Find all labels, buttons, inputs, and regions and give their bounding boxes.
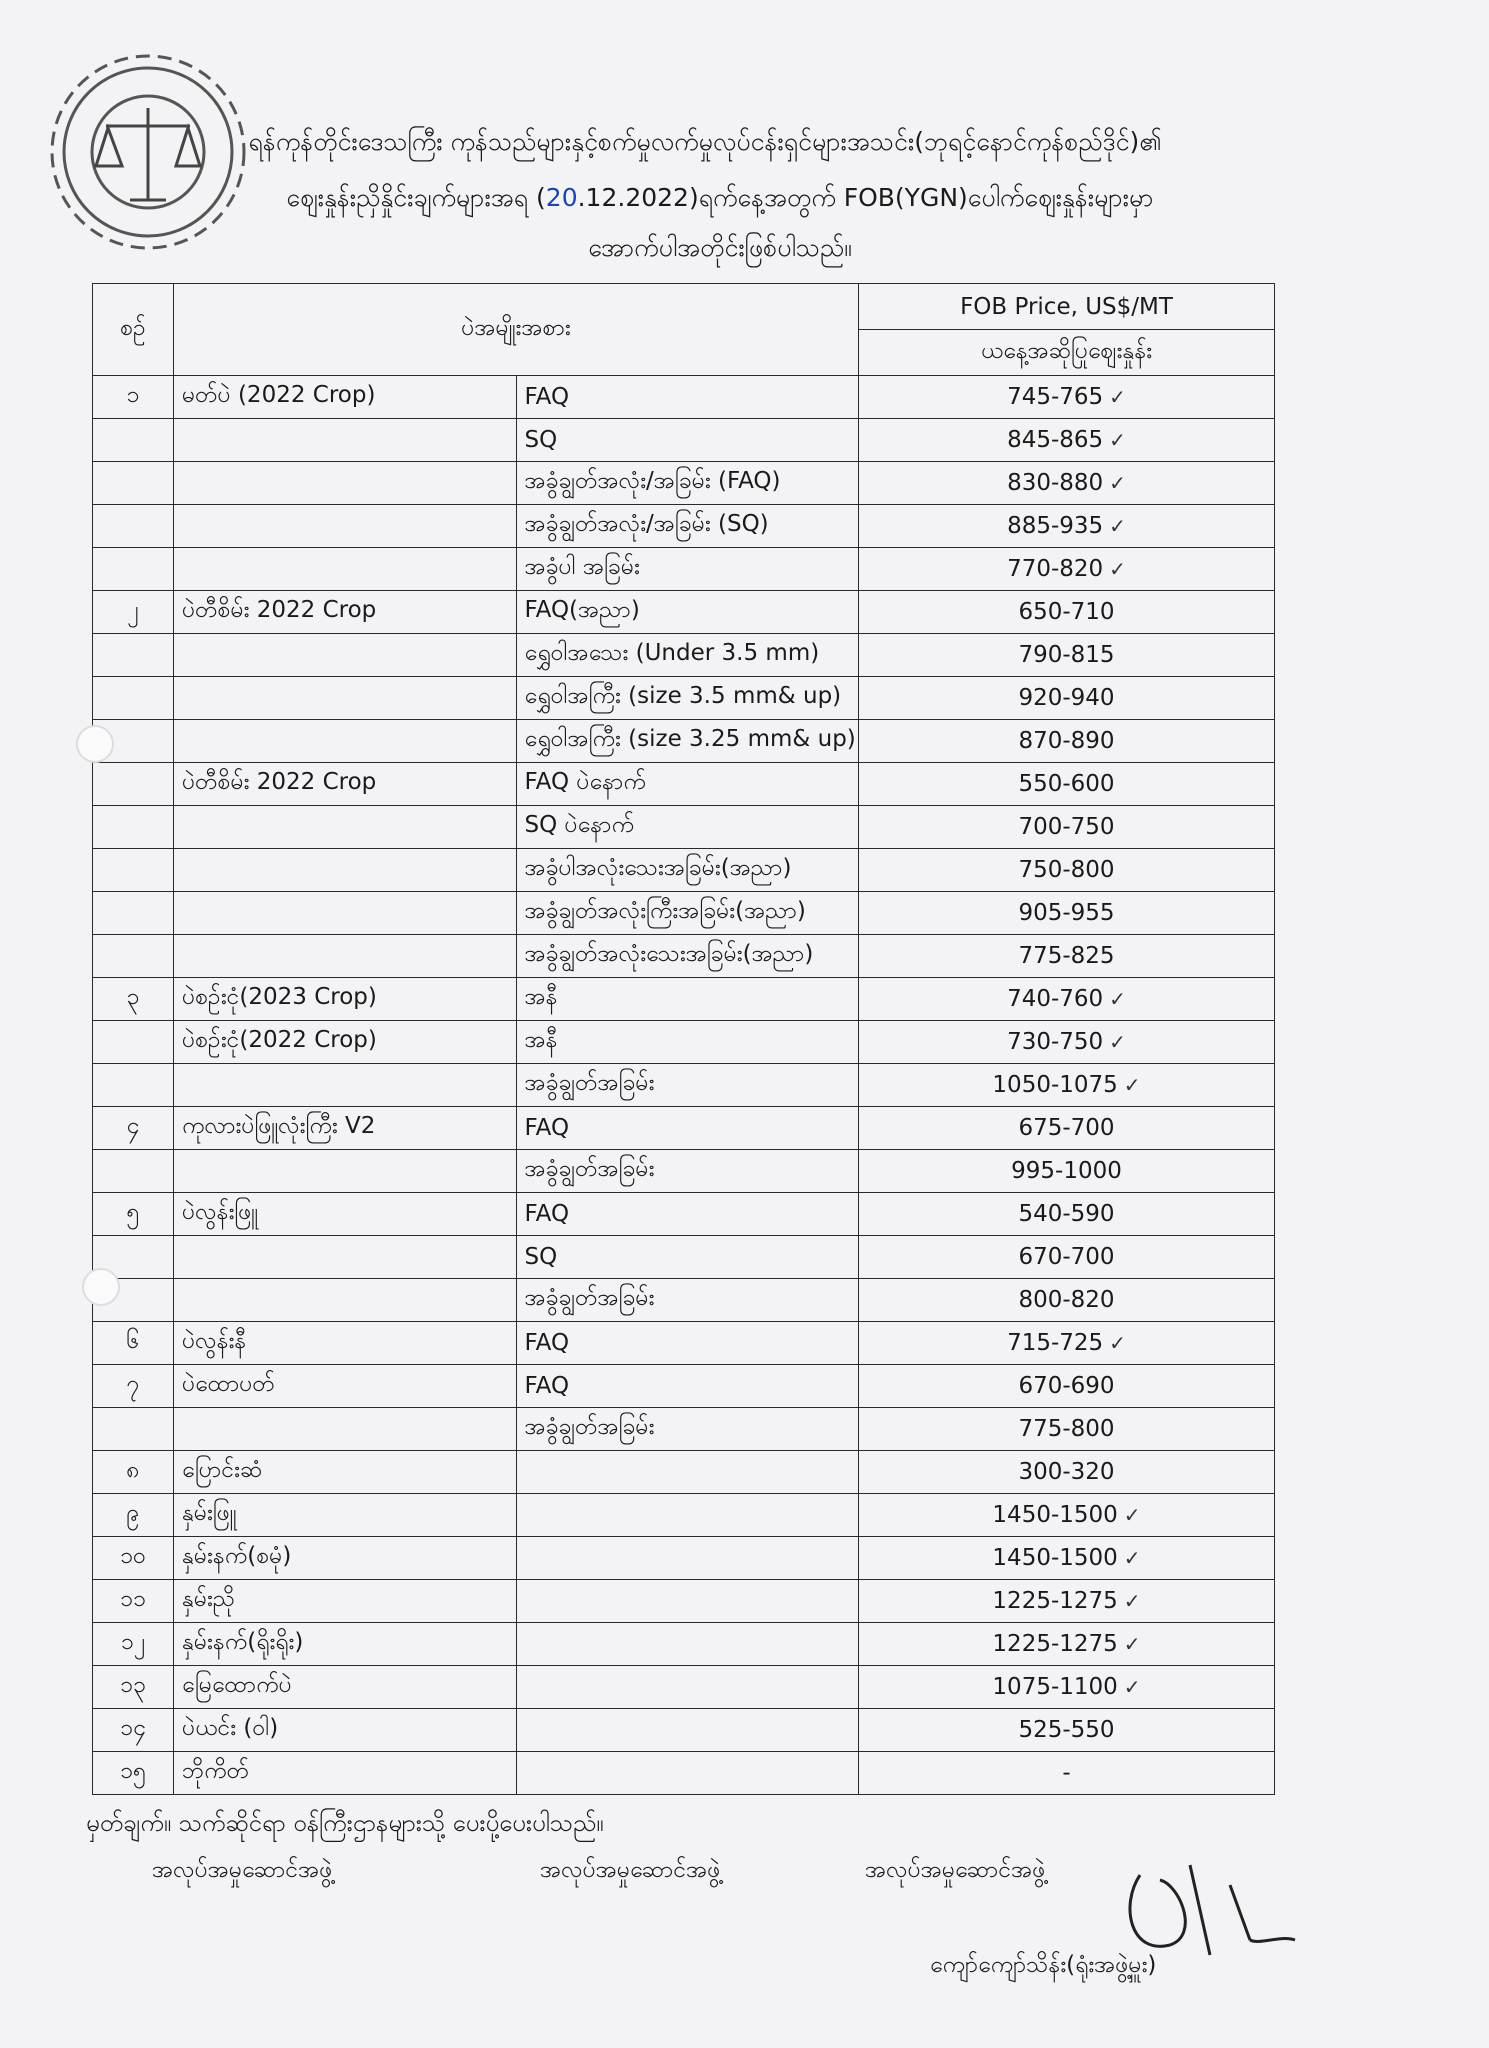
row-number [93,763,174,806]
fob-price-text: 775-825 [1018,943,1115,969]
row-number [93,1193,174,1236]
punch-hole [82,1268,120,1306]
table-row [93,1709,1275,1752]
row-number [93,1537,174,1580]
check-mark-icon: ✓ [1109,987,1126,1011]
table-row [93,1494,1275,1537]
row-number [93,634,174,677]
bean-type-text: ဘိုကိတ် [182,1758,250,1784]
grade [516,419,859,462]
bean-type [174,1064,517,1107]
grade-text: အခွံချွတ်အလုံး/အခြမ်း (FAQ) [524,468,781,494]
row-number [93,1064,174,1107]
row-number [93,1365,174,1408]
grade [516,634,859,677]
row-number [93,978,174,1021]
grade-text: ရွှေဝါအကြီး (size 3.25 mm& up) [524,726,856,752]
table-row [93,591,1275,634]
table-row [93,892,1275,935]
check-mark-icon: ✓ [1109,1030,1126,1054]
row-number-text: ၁ [126,382,140,408]
bean-type [174,1537,517,1580]
fob-price [859,1537,1275,1580]
grade [516,720,859,763]
table-row [93,419,1275,462]
date-day-handwritten: 20 [545,183,578,212]
row-number-text: ၁၀ [120,1543,146,1569]
row-number-text: ၁၅ [120,1758,146,1784]
table-row [93,978,1275,1021]
table-row [93,1193,1275,1236]
table-row [93,677,1275,720]
row-number [93,1150,174,1193]
row-number-text: ၃ [126,984,140,1010]
fob-price [859,806,1275,849]
fob-price-text: 830-880 [1007,470,1104,496]
header-line-2 [100,178,1340,218]
col-header-type: ပဲအမျိုးအစား [174,284,859,376]
fob-price-text: 870-890 [1018,728,1115,754]
fob-price-text: 885-935 [1007,513,1104,539]
grade [516,1150,859,1193]
bean-type [174,419,517,462]
fob-price [859,1623,1275,1666]
row-number [93,1752,174,1795]
table-row [93,1107,1275,1150]
bean-type [174,1021,517,1064]
check-mark-icon: ✓ [1123,1503,1141,1527]
grade [516,849,859,892]
fob-price [859,935,1275,978]
table-row [93,1322,1275,1365]
grade [516,1365,859,1408]
table-row [93,1666,1275,1709]
punch-hole [76,725,114,763]
fob-price-text: 540-590 [1018,1201,1115,1227]
grade [516,806,859,849]
grade-text: အခွံချွတ်အလုံး/အခြမ်း (SQ) [524,511,769,537]
signatory-3: အလုပ်အမှုဆောင်အဖွဲ့ [865,1857,1046,1883]
fob-price [859,1193,1275,1236]
row-number [93,1021,174,1064]
header-line-1: ရန်ကုန်တိုင်းဒေသကြီး ကုန်သည်များနှင့်စက်မှုလက်မှုလုပ်ငန်းရှင်များအသင်း(ဘုရင့်နောင်ကုန်စည်ဒိုင်)၏ [248,127,1162,156]
table-row [93,1537,1275,1580]
grade [516,1064,859,1107]
grade-text: FAQ [524,1330,570,1356]
bean-type-text: မြေထောက်ပဲ [182,1672,292,1698]
table-row [93,376,1275,419]
row-number [93,1494,174,1537]
row-number-text: ၁၂ [120,1629,146,1655]
check-mark-icon: ✓ [1123,1546,1141,1570]
fob-price-text: 1075-1100 [992,1674,1118,1700]
row-number [93,462,174,505]
price-table [92,283,1275,1795]
grade-text: FAQ [524,1115,570,1141]
check-mark-icon: ✓ [1123,1589,1141,1613]
bean-type [174,376,517,419]
fob-price-text: 905-955 [1018,900,1115,926]
bean-type [174,634,517,677]
grade-text: ရွှေဝါအကြီး (size 3.5 mm& up) [524,683,842,709]
bean-type [174,1107,517,1150]
table-row [93,1408,1275,1451]
bean-type [174,1236,517,1279]
row-number-text: ၆ [126,1328,140,1354]
fob-price [859,591,1275,634]
fob-price-text: 550-600 [1018,771,1115,797]
bean-type-text: ပဲစဉ်းငုံ(2022 Crop) [182,1027,377,1053]
row-number-text: ၄ [126,1113,140,1139]
bean-type-text: ပဲတီစိမ်း 2022 Crop [182,597,377,623]
grade [516,677,859,720]
fob-price [859,1451,1275,1494]
grade-text: အခွံချွတ်အခြမ်း [524,1156,655,1182]
grade [516,1236,859,1279]
secretary-name: ကျော်ကျော်သိန်း(ရုံးအဖွဲ့မှူး) [930,1952,1157,1978]
row-number-text: ၁၄ [120,1715,146,1741]
fob-price-text: 730-750 [1007,1029,1104,1055]
row-number-text: ၁၁ [120,1586,146,1612]
grade [516,1494,859,1537]
fob-price [859,849,1275,892]
fob-price [859,1709,1275,1752]
fob-price-text: 920-940 [1018,685,1115,711]
row-number [93,1580,174,1623]
row-number [93,892,174,935]
row-number [93,677,174,720]
fob-price-text: 1450-1500 [992,1502,1118,1528]
grade [516,462,859,505]
grade-text: FAQ [524,384,570,410]
grade [516,1193,859,1236]
row-number [93,376,174,419]
table-row [93,1236,1275,1279]
grade [516,892,859,935]
grade-text: အခွံပါ အခြမ်း [524,554,640,580]
fob-price [859,1408,1275,1451]
table-row [93,462,1275,505]
table-row [93,1752,1275,1795]
grade-text: ရွှေဝါအသေး (Under 3.5 mm) [524,640,820,666]
bean-type [174,892,517,935]
fob-price-text: 650-710 [1018,599,1115,625]
bean-type-text: ပဲယင်း (ဝါ) [182,1715,279,1741]
footer-note: မှတ်ချက်။ သက်ဆိုင်ရာ ဝန်ကြီးဌာနများသို့ ပေးပို့ပေးပါသည်။ [86,1809,604,1837]
grade-text: အနီ [524,1027,558,1053]
table-row [93,1365,1275,1408]
grade-text: အခွံချွတ်အလုံးကြီးအခြမ်း(အညာ) [524,898,806,924]
header-line-3: အောက်ပါအတိုင်းဖြစ်ပါသည်။ [588,233,852,262]
fob-price [859,763,1275,806]
check-mark-icon: ✓ [1123,1632,1141,1656]
check-mark-icon: ✓ [1123,1073,1141,1097]
fob-price-text: - [1062,1760,1071,1786]
check-mark-icon: ✓ [1109,557,1126,581]
fob-price [859,1236,1275,1279]
grade [516,1451,859,1494]
row-number [93,806,174,849]
bean-type [174,1279,517,1322]
fob-price-text: 790-815 [1018,642,1115,668]
row-number [93,849,174,892]
header-line-2-end: .12.2022)ရက်နေ့အတွက် FOB(YGN)ပေါက်ဈေးနှုန်းများမှာ [577,183,1154,212]
check-mark-icon: ✓ [1109,514,1126,538]
bean-type [174,1150,517,1193]
row-number [93,505,174,548]
grade [516,505,859,548]
bean-type [174,720,517,763]
grade [516,1408,859,1451]
bean-type-text: နှမ်းညို [182,1586,236,1612]
row-number [93,1322,174,1365]
row-number [93,1623,174,1666]
bean-type [174,677,517,720]
table-row [93,1623,1275,1666]
bean-type [174,1451,517,1494]
col-header-price: FOB Price, US$/MT [859,284,1275,330]
bean-type-text: နှမ်းဖြူ [182,1500,237,1526]
fob-price [859,1580,1275,1623]
grade-text: အခွံချွတ်အခြမ်း [524,1070,655,1096]
row-number [93,935,174,978]
signatory-2: အလုပ်အမှုဆောင်အဖွဲ့ [540,1857,721,1883]
bean-type [174,1365,517,1408]
fob-price-text: 770-820 [1007,556,1104,582]
table-row [93,548,1275,591]
bean-type-text: မတ်ပဲ (2022 Crop) [182,382,376,408]
grade [516,1666,859,1709]
grade-text: အနီ [524,984,558,1010]
bean-type [174,1494,517,1537]
fob-price-text: 525-550 [1018,1717,1115,1743]
col-header-price-sub: ယနေ့အဆိုပြုဈေးနှုန်း [859,330,1275,376]
grade [516,591,859,634]
grade-text: အခွံချွတ်အလုံးသေးအခြမ်း(အညာ) [524,941,814,967]
fob-price [859,1021,1275,1064]
grade-text: FAQ [524,1373,570,1399]
bean-type-text: ပြောင်းဆံ [182,1457,263,1483]
table-row [93,849,1275,892]
fob-price-text: 845-865 [1007,427,1104,453]
grade [516,1537,859,1580]
grade [516,376,859,419]
check-mark-icon: ✓ [1123,1675,1141,1699]
grade [516,1623,859,1666]
grade-text: အခွံပါအလုံးသေးအခြမ်း(အညာ) [524,855,792,881]
bean-type [174,1752,517,1795]
bean-type-text: ပဲလွန်းနီ [182,1328,247,1354]
table-row [93,1580,1275,1623]
table-row [93,1279,1275,1322]
grade [516,1322,859,1365]
fob-price [859,634,1275,677]
bean-type [174,806,517,849]
grade [516,1107,859,1150]
grade-text: SQ ပဲနောက် [524,812,634,838]
grade-text: SQ [524,427,558,453]
table-row [93,1021,1275,1064]
table-row [93,720,1275,763]
grade [516,935,859,978]
check-mark-icon: ✓ [1109,471,1126,495]
row-number [93,1107,174,1150]
table-row [93,763,1275,806]
fob-price [859,677,1275,720]
grade-text: အခွံချွတ်အခြမ်း [524,1285,655,1311]
bean-type [174,935,517,978]
bean-type [174,978,517,1021]
fob-price-text: 775-800 [1018,1416,1115,1442]
bean-type [174,462,517,505]
fob-price-text: 675-700 [1018,1115,1115,1141]
bean-type [174,1322,517,1365]
row-number-text: ၉ [126,1500,140,1526]
grade [516,548,859,591]
bean-type [174,1408,517,1451]
bean-type [174,1580,517,1623]
fob-price-text: 1225-1275 [992,1631,1118,1657]
fob-price [859,1107,1275,1150]
header-line-2-start: ဈေးနှုန်းညှိနှိုင်းချက်များအရ ( [286,183,546,212]
fob-price [859,978,1275,1021]
grade-text: FAQ ပဲနောက် [524,769,646,795]
fob-price [859,505,1275,548]
row-number [93,1408,174,1451]
fob-price [859,1494,1275,1537]
fob-price-text: 670-690 [1018,1373,1115,1399]
table-row [93,935,1275,978]
check-mark-icon: ✓ [1109,1331,1126,1355]
fob-price [859,1150,1275,1193]
table-row [93,1451,1275,1494]
table-row [93,1150,1275,1193]
check-mark-icon: ✓ [1109,428,1126,452]
signatory-1: အလုပ်အမှုဆောင်အဖွဲ့ [152,1857,333,1883]
bean-type [174,1709,517,1752]
table-row [93,505,1275,548]
bean-type [174,763,517,806]
bean-type-text: နှမ်းနက်(ရိုးရိုး) [182,1629,304,1655]
table-row [93,806,1275,849]
row-number [93,1666,174,1709]
grade-text: FAQ(အညာ) [524,597,640,623]
fob-price [859,1752,1275,1795]
bean-type-text: ပဲစဉ်းငုံ(2023 Crop) [182,984,377,1010]
bean-type-text: ပဲတီစိမ်း 2022 Crop [182,769,377,795]
bean-type [174,1193,517,1236]
grade [516,1279,859,1322]
fob-price-text: 1225-1275 [992,1588,1118,1614]
grade [516,978,859,1021]
bean-type-text: ပဲထောပတ် [182,1371,275,1397]
row-number-text: ၈ [126,1457,140,1483]
row-number [93,1709,174,1752]
bean-type [174,1666,517,1709]
fob-price [859,462,1275,505]
fob-price-text: 715-725 [1007,1330,1104,1356]
grade-text: အခွံချွတ်အခြမ်း [524,1414,655,1440]
bean-type [174,1623,517,1666]
fob-price [859,1064,1275,1107]
table-row [93,634,1275,677]
fob-price [859,720,1275,763]
grade [516,763,859,806]
fob-price [859,548,1275,591]
fob-price-text: 700-750 [1018,814,1115,840]
fob-price [859,1365,1275,1408]
row-number [93,548,174,591]
fob-price [859,1666,1275,1709]
fob-price-text: 740-760 [1007,986,1104,1012]
bean-type-text: ကုလားပဲဖြူလုံးကြီး V2 [182,1113,376,1139]
row-number-text: ၁၃ [120,1672,146,1698]
row-number-text: ၂ [127,597,139,623]
fob-price-text: 995-1000 [1011,1158,1122,1184]
col-header-no: စဉ် [93,284,174,376]
fob-price [859,1279,1275,1322]
grade [516,1580,859,1623]
grade-text: FAQ [524,1201,570,1227]
table-row [93,1064,1275,1107]
grade [516,1752,859,1795]
bean-type-text: နှမ်းနက်(စမုံ) [182,1543,292,1569]
row-number [93,1451,174,1494]
bean-type [174,591,517,634]
fob-price-text: 1050-1075 [992,1072,1118,1098]
bean-type [174,849,517,892]
grade [516,1021,859,1064]
fob-price [859,1322,1275,1365]
fob-price [859,376,1275,419]
row-number-text: ၅ [126,1199,140,1225]
fob-price-text: 670-700 [1018,1244,1115,1270]
fob-price-text: 800-820 [1018,1287,1115,1313]
bean-type [174,505,517,548]
bean-type [174,548,517,591]
fob-price [859,419,1275,462]
fob-price [859,892,1275,935]
bean-type-text: ပဲလွန်းဖြူ [182,1199,259,1225]
grade-text: SQ [524,1244,558,1270]
fob-price-text: 750-800 [1018,857,1115,883]
fob-price-text: 300-320 [1018,1459,1115,1485]
fob-price-text: 1450-1500 [992,1545,1118,1571]
fob-price-text: 745-765 [1007,384,1104,410]
check-mark-icon: ✓ [1109,385,1126,409]
row-number [93,591,174,634]
row-number-text: ၇ [126,1371,140,1397]
row-number [93,419,174,462]
grade [516,1709,859,1752]
